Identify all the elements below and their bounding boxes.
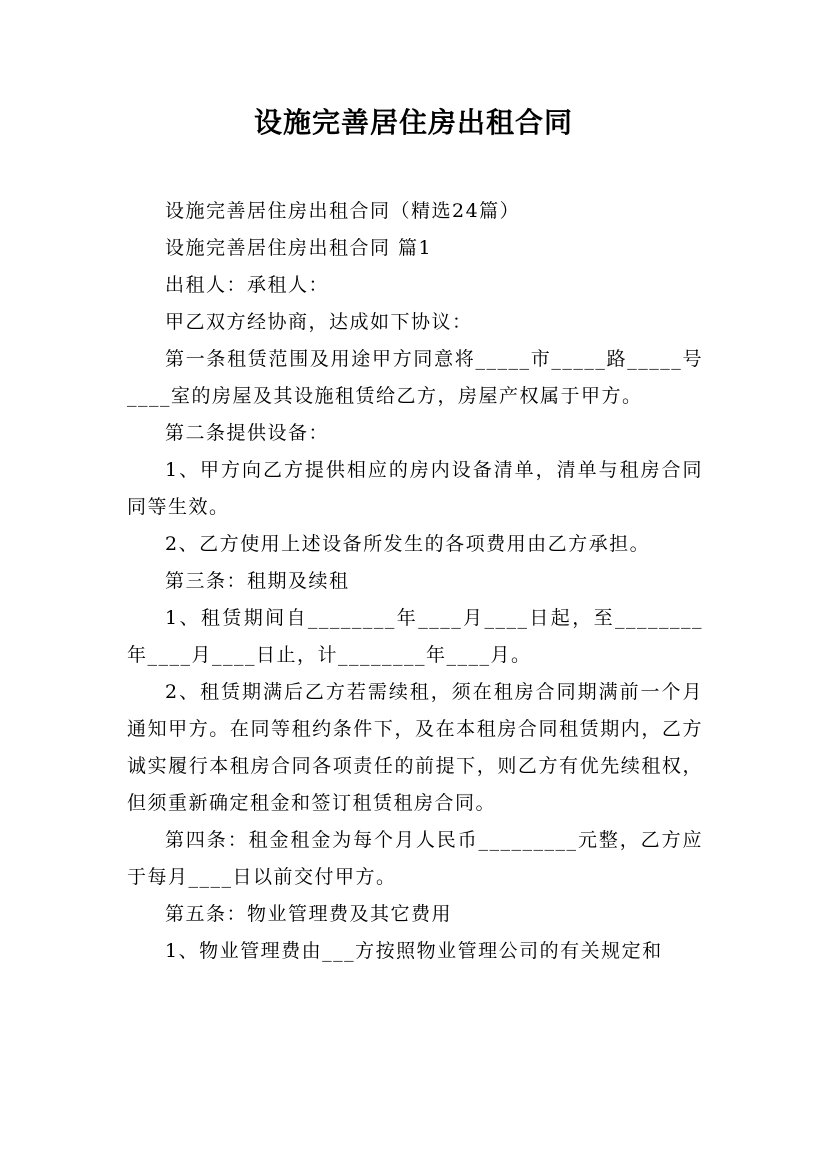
paragraph-clause-2-item-1: 1、甲方向乙方提供相应的房内设备清单，清单与租房合同同等生效。 — [127, 459, 703, 518]
document-title: 设施完善居住房出租合同 — [253, 106, 573, 139]
document-body — [127, 193, 703, 970]
paragraph-clause-3-heading: 第三条：租期及续租 — [165, 570, 350, 592]
paragraph-clause-3-item-2: 2、租赁期满后乙方若需续租，须在租房合同期满前一个月通知甲方。在同等租约条件下，及在本租房合同租赁期内，乙方诚实履行本租房合同各项责任的前提下，则乙方有优先续租权，但须重新确定租金和签订租赁租房合同。 — [127, 681, 703, 814]
paragraph-parties: 出租人：承租人： — [165, 274, 330, 296]
paragraph-clause-2-item-2: 2、乙方使用上述设备所发生的各项费用由乙方承担。 — [165, 533, 651, 555]
paragraph-clause-3-item-1: 1、租赁期间自________年____月____日起，至________年____月____日止，计________年____月。 — [127, 607, 703, 666]
paragraph-heading-article-1: 设施完善居住房出租合同 篇1 — [165, 237, 433, 259]
paragraph-clause-1: 第一条租赁范围及用途甲方同意将_____市_____路_____号____室的房屋及其设施租赁给乙方，房屋产权属于甲方。 — [127, 348, 703, 407]
paragraph-clause-4: 第四条：租金租金为每个月人民币_________元整，乙方应于每月____日以前交付甲方。 — [127, 829, 703, 888]
paragraph-clause-5-item-1: 1、物业管理费由___方按照物业管理公司的有关规定和 — [165, 940, 663, 962]
paragraph-clause-2-heading: 第二条提供设备： — [165, 422, 330, 444]
paragraph-clause-5-heading: 第五条：物业管理费及其它费用 — [165, 903, 453, 925]
paragraph-agreement-intro: 甲乙双方经协商，达成如下协议： — [165, 311, 473, 333]
paragraph-heading-collection: 设施完善居住房出租合同（精选24篇） — [165, 200, 521, 222]
